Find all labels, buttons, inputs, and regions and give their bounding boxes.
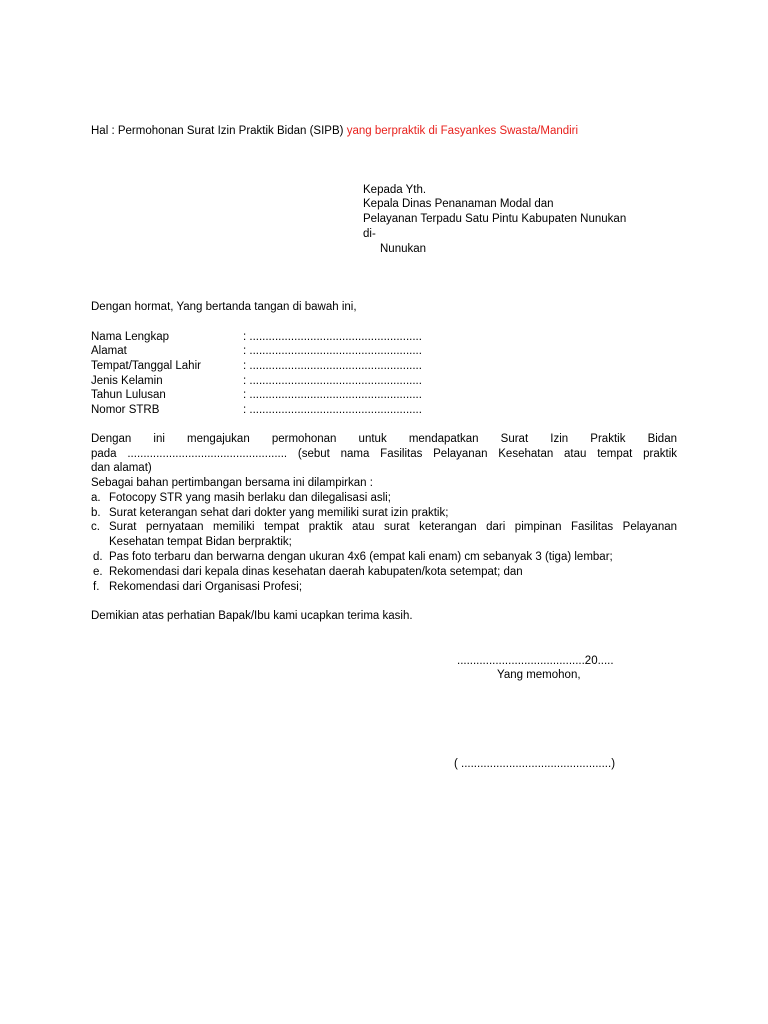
attachment-item-b: Surat keterangan sehat dari dokter yang memiliki surat izin praktik; [109,507,449,519]
field-label-gender: Jenis Kelamin [91,375,163,387]
subject-highlight: yang berpraktik di Fasyankes Swasta/Mandiri [346,125,579,137]
recipient-city: Nunukan [380,243,427,255]
attachment-mark-e: e. [93,566,103,578]
attachment-mark-d: d. [93,551,103,563]
signature-label: Yang memohon, [497,669,581,681]
request-line-3: dan alamat) [91,462,152,474]
field-label-strb: Nomor STRB [91,404,160,416]
subject-line [91,124,578,138]
attachment-item-f: Rekomendasi dari Organisasi Profesi; [109,581,303,593]
attachment-mark-c: c. [91,521,100,533]
recipient-line-2: Kepala Dinas Penanaman Modal dan [363,198,554,210]
attachment-item-d: Pas foto terbaru dan berwarna dengan ukuran 4x6 (empat kali enam) cm sebanyak 3 (tiga) lembar; [109,551,613,563]
field-value-graduation: : ...................................................... [243,389,422,401]
greeting: Dengan hormat, Yang bertanda tangan di bawah ini, [91,301,357,313]
signature-date: ........................................20..... [457,655,614,667]
subject-prefix: Hal : Permohonan Surat Izin Praktik Bidan (SIPB) [91,125,344,137]
recipient-line-3: Pelayanan Terpadu Satu Pintu Kabupaten Nunukan [363,213,627,225]
field-label-name: Nama Lengkap [91,331,169,343]
attachment-item-a: Fotocopy STR yang masih berlaku dan dilegalisasi asli; [109,492,391,504]
request-line-1: Dengan ini mengajukan permohonan untuk mendapatkan Surat Izin Praktik Bidan [91,433,677,445]
field-label-address: Alamat [91,345,127,357]
closing-text: Demikian atas perhatian Bapak/Ibu kami ucapkan terima kasih. [91,610,413,622]
attachment-mark-b: b. [91,507,101,519]
attachment-item-c: Surat pernyataan memiliki tempat praktik atau surat keterangan dari pimpinan Fasilitas Pelayanan [109,521,677,533]
field-label-birth: Tempat/Tanggal Lahir [91,360,201,372]
field-value-address: : ...................................................... [243,345,422,357]
field-value-birth: : ...................................................... [243,360,422,372]
recipient-line-4: di- [363,228,376,240]
signature-name: ( ...............................................) [454,758,616,770]
field-label-graduation: Tahun Lulusan [91,389,166,401]
recipient-line-1: Kepada Yth. [363,184,427,196]
request-line-2: pada .................................................. (sebut nama Fasilitas Pelayanan Kesehatan atau tempat praktik [91,448,677,460]
attachment-item-e: Rekomendasi dari kepala dinas kesehatan daerah kabupaten/kota setempat; dan [109,566,523,578]
field-value-name: : ...................................................... [243,331,422,343]
attachments-intro: Sebagai bahan pertimbangan bersama ini dilampirkan : [91,477,373,489]
attachment-mark-f: f. [93,581,100,593]
field-value-gender: : ...................................................... [243,375,422,387]
attachment-item-c-cont: Kesehatan tempat Bidan berpraktik; [109,536,292,548]
attachment-mark-a: a. [91,492,101,504]
field-value-strb: : ...................................................... [243,404,422,416]
